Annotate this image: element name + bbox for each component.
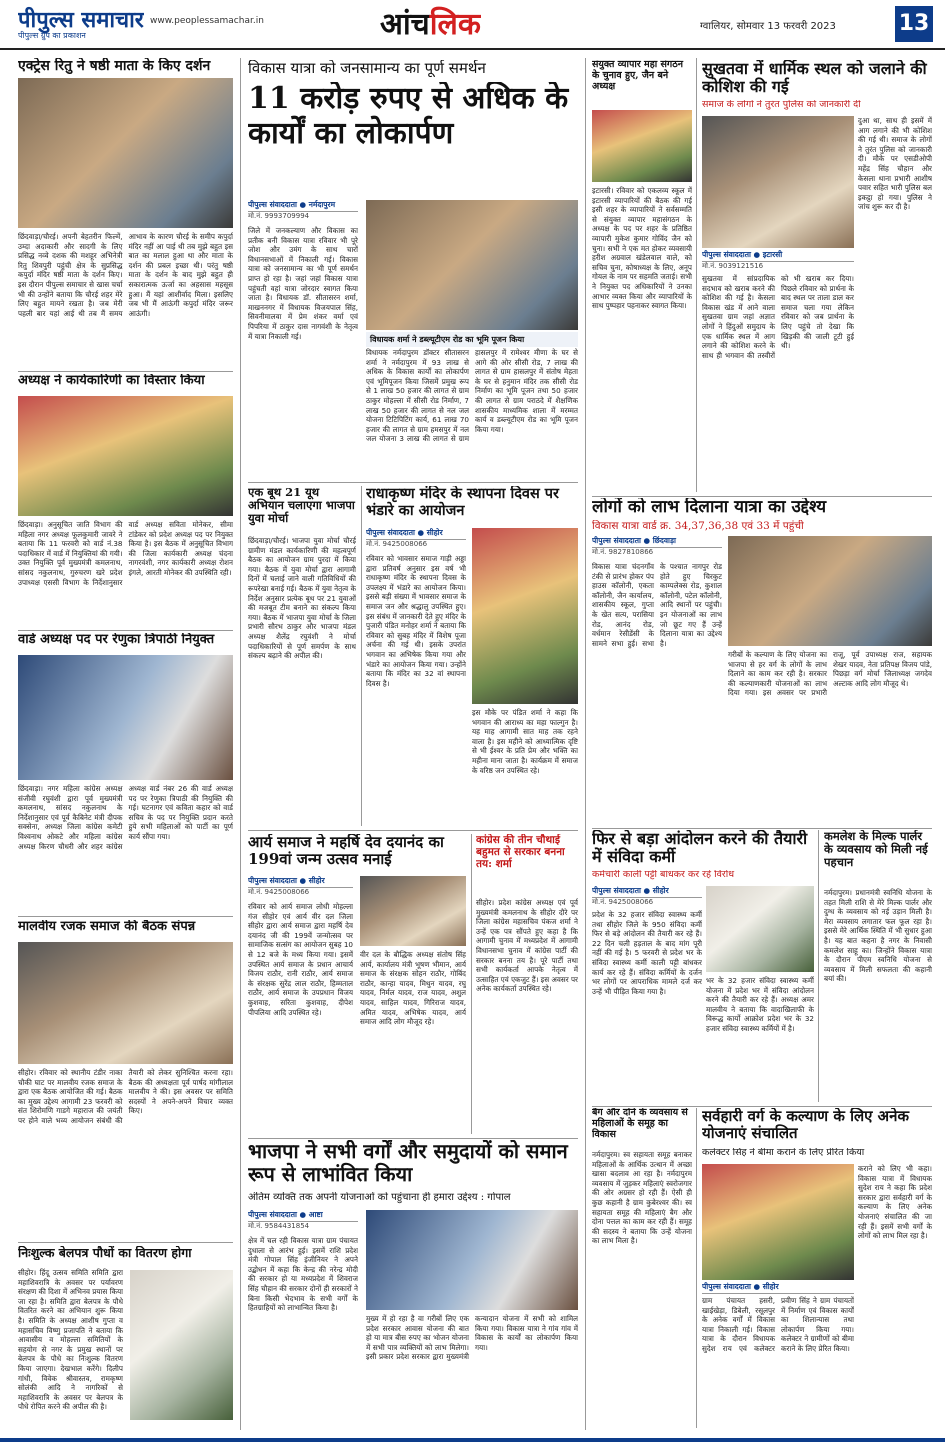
- center-body: जिले में जनकल्याण और विकास का प्रतीक बनी विकास यात्रा रविवार भी पूरे जोश और उमंग के साथ चारों विधानसभाओं में निकाली गई। विकास यात्रा को जनसामान्य का भी पूर्ण समर्थन प्राप्त हो रहा है। जहां जहां विकास यात्रा पहुंचती वहां यात्रा जोरदार स्वागत किया जाता है। विधायक डॉ. सीतासरन शर्मा, माखननगर में विधायक विजयपाल सिंह, सिवनीमालवा में प्रेम शंकर वर्मा एवं पिपरिया में ठाकुर दास नागवंशी के नेतृत्व में यात्रा निकाली गई।: [248, 226, 358, 341]
- sukhtawa-body2: दुआ था, साथ ही इसमें में आग लगाने की भी कोशिश की गई थी। समाज के लोगों ने तुरंत पुलिस को जानकारी दी। मौके पर एसडीओपी महेंद्र सिंह चौहान और केसला थाना प्रभारी आशीष पवार सहित भारी पुलिस बल इकट्ठा हो गया। पुलिस ने जांच शुरू कर दी है।: [858, 116, 932, 212]
- radhakrishna-byline: पीपुल्स संवाददाता ● सीहोर: [366, 528, 466, 540]
- left-story4-headline: मालवीय रजक समाज की बैठक संपन्न: [18, 920, 196, 934]
- photo-temple-deity: [472, 528, 578, 704]
- radhakrishna-body: रविवार को भावसार समाज गाड़ी अड्डा द्वारा प्रतिवर्ष अनुसार इस वर्ष भी राधाकृष्ण मंदिर के स्थापना दिवस के उपलक्ष्य में भंडारे का आयोजन किया। इससे बड़ी संख्या में भावसार समाज के समाज जन और श्रद्धालु उपस्थित हुए। इस संबंध में जानकारी देते हुए मंदिर के पुजारी पंडित मनोहर शर्मा ने बताया कि रविवार को सुबह मंदिर में विशेष पूजा अर्चना की गई थी। इसके उपरांत भगवान का अभिषेक किया गया और भंडारे का आयोजन किया गया। उन्होंने बताया कि मंदिर का 32 वां स्थापना दिवस है।: [366, 554, 466, 688]
- left-story1-headline: एक्ट्रेस रितु ने षष्ठी माता के किए दर्शन: [18, 58, 211, 74]
- column-divider: [361, 486, 362, 826]
- left-story3-headline: वार्ड अध्यक्ष पद पर रेणुका त्रिपाठी नियुक्त: [18, 633, 215, 647]
- divider: [592, 828, 932, 829]
- milk-body: नर्मदापुरम। प्रधानमंत्री स्वनिधि योजना के तहत मिली राशि से मेरे मिल्क पार्लर और दुग्ध के व्यवसाय को नई उड़ान मिली है। मेरा व्यवसाय लगातार फल फूल रहा है। इससे मेरे आर्थिक स्थिति में भी सुधार हुआ है। यह बात कहना है नगर के निवासी कमलेश साहू का। जिन्होंने विकास यात्रा के दौरान पीएम स्वनिधि योजना से व्यवसाय में मिली सफलता की कहानी बयां की।: [824, 888, 932, 984]
- photo-arya-samaj: [360, 876, 466, 946]
- sarvahari-headline: सर्वहारी वर्ग के कल्याण के लिए अनेक योजनाएं संचालित: [702, 1108, 909, 1143]
- sukhtawa-headline: सुखतवा में धार्मिक स्थल को जलाने की कोशिश की गई: [702, 60, 927, 97]
- photo-health-workers: [706, 886, 814, 972]
- samvida-body: प्रदेश के 32 हजार संविदा स्वास्थ्य कर्मी तथा सीहोर जिले के 950 संविदा कर्मी फिर से बड़े आंदोलन की तैयारी कर रहे हैं। 22 दिन चली हड़ताल के बाद मांग पूरी नहीं की गई है। 5 फरवरी से प्रदेश भर के संविदा स्वास्थ्य कर्मी काली पट्टी बांधकर कार्य कर रहे हैं। संविदा कर्मियों के दर्जन भर लोगों पर आपराधिक मामले दर्ज कर उन्हें भी पीड़ित किया गया है।: [592, 910, 702, 996]
- column-divider: [696, 58, 697, 492]
- divider: [18, 371, 233, 372]
- arya-headline: आर्य समाज ने महर्षि देव दयानंद का 199वां जन्म उत्सव मनाई: [248, 834, 444, 869]
- bjp-subhead: अंतिम व्यक्ति तक अपनी योजनाओं को पहुंचाना ही हमारा उद्देश्य : गोपाल: [248, 1192, 511, 1203]
- page-number: 13: [895, 6, 933, 42]
- sarvahari-body: ग्राम पंचायत हसरी, खाईखेड़ा, डिबेली, रसूलपुर के अनेक वर्गों में विकास यात्रा निकाली गई। विकास यात्रा के दौरान विधायक सुदेश राय एवं कलेक्टर प्रवीण सिंह ने ग्राम पंचायतों में निर्माण एवं विकास कार्यों का शिलान्यास तथा लोकार्पण किया गया। कलेक्टर ने ग्रामीणों को बीमा कराने के लिए प्रेरित किया।: [702, 1296, 854, 1353]
- samvida-subhead: कर्मचारी काली पट्टी बांधकर कर रहे विरोध: [592, 870, 735, 880]
- bag-headline: बैग और दोने के व्यवसाय से महिलाओं के समूह का विकास: [592, 1108, 688, 1140]
- left-story1-body: छिंदवाड़ा/चौरई। अपनी बेहतरीन फिल्में, उम्दा अदाकारी और सादगी के लिए प्रसिद्ध नव्वे दशक की मशहूर अभिनेत्री रितु शिवपुरी पहुंची क्षेत्र के सुप्रसिद्ध कपुर्दा मंदिर षष्ठी माता के दर्शन किए। इस दौरान पीपुल्स समाचार से खास चर्चा भी की उन्होंने बताया कि चौरई शहर मेरे लिए बहुत मायने रखता है। जब मेरी पहली बार यहां आई थी तब मैं समय आभाव के कारण चौरई के समीप कपुर्दा मंदिर नहीं आ पाई थी तब मुझे बहुत इस बात का मलाल हुआ था और माता के दर्शन की प्रबल इच्छा थी। परंतु षष्ठी माता के दर्शन के बाद मुझे बहुत ही सकारात्मक ऊर्जा का अहसास महसूस हुआ। मैं यहां आशीर्वाद मिला। इसलिए जब भी मैं आऊंगी कपुर्दा मंदिर जरूर आऊंगी।: [18, 232, 233, 318]
- samvida-byline: पीपुल्स संवाददाता ● सीहोर: [592, 886, 702, 898]
- section-title-a: आंच: [380, 7, 430, 42]
- column-divider: [471, 834, 472, 1134]
- section-title: [380, 2, 481, 43]
- labh-headline: लोगों को लाभ दिलाना यात्रा का उद्देश्य: [592, 498, 827, 517]
- divider: [18, 1242, 233, 1243]
- center-column: [248, 58, 578, 1430]
- column-divider: [818, 830, 819, 1102]
- vyapar-headline: संयुक्त व्यापार महा संगठन के चुनाव हुए, जैन बने अध्यक्ष: [592, 60, 684, 92]
- center-mobile: मो.नं. 9993709994: [248, 212, 310, 220]
- labh-subhead: विकास यात्रा वार्ड क्र. 34,37,36,38 एवं 33 में पहुंची: [592, 520, 804, 532]
- website-url[interactable]: www.peoplessamachar.in: [150, 16, 264, 26]
- column-divider: [696, 1108, 697, 1428]
- bjp-mobile: मो.नं. 9584431854: [248, 1222, 310, 1230]
- photo-vikas-yatra-ward: [728, 536, 932, 646]
- center-byline: पीपुल्स संवाददाता ● नर्मदापुरम: [248, 200, 358, 212]
- sukhtawa-body: सुखतवा में सांप्रदायिक सदभाव को खराब करने की कोशिश की गई है। केसला विकास खंड में आने वाला सुखतवा ग्राम जहां अज्ञात लोगों ने हिंदुओं समुदाय के एक धार्मिक स्थल में आग लगाने की कोशिश करने के साथ ही भगवान की तस्वीरों को भी खराब कर दिया। पिछले रविवार को प्रार्थना के बाद स्थल पर ताला डाल कर समाज चला गया लेकिन रविवार को जब प्रार्थना के लिए पहुंचे तो देखा कि खिड़की की जाली टूटी हुई थी।: [702, 274, 854, 360]
- left-column: [18, 58, 233, 1430]
- yuva-headline: एक बूथ 21 यूथ अभियान चलाएगा भाजपा युवा मोर्चा: [248, 486, 355, 526]
- photo-inauguration: [366, 200, 578, 330]
- column-divider: [240, 58, 241, 1430]
- section-title-b: लिक: [429, 7, 481, 42]
- sukhtawa-byline: पीपुल्स संवाददाता ● इटारसी: [702, 250, 854, 262]
- photo-ward-appointment: [18, 655, 233, 780]
- bjp-body2: मुख्य में हो रहा है वा गरीबों लिए एक प्रदेश सरकार आवास योजना की बात हो या मात्र बीस रुपए का भोजन योजना में सभी पात्र व्यक्तियों को लाभ मिलेगा। इसी प्रकार प्रदेश सरकार द्वारा मुख्यमंत्री कन्यादान योजना में सभी को शामिल किया गया। विकास यात्रा ने गांव गांव में विकास के कार्यों का लोकार्पण किया गया।: [366, 1314, 578, 1362]
- divider: [18, 630, 233, 631]
- radhakrishna-body2: इस मौके पर पंडित शर्मा ने कहा कि भगवान की आराध्य का महा फाल्गुन है। यह माह आगामी सात माह तक रहने वाला है। इस महीने को आध्यात्मिक दृष्टि से भी ईश्वर के प्रति प्रेम और भक्ति का महीना माना जाता है। कार्यक्रम में समाज के वरिष्ठ जन उपस्थित रहे।: [472, 708, 578, 775]
- arya-byline: पीपुल्स संवाददाता ● सीहोर: [248, 876, 353, 888]
- brand-subtitle: पीपुल्स ग्रुप का प्रकाशन: [18, 31, 86, 40]
- center-body2: विधायक नर्मदापुरम डॉक्टर सीतासरन शर्मा ने नर्मदापुरम में 93 लाख से अधिक के विकास कार्यों का लोकार्पण एवं भूमिपूजन किया जिसमें प्रमुख रूप से 1 लाख 50 हजार की लागत से ग्राम ठाकुर मोहल्ला में सीसी रोड निर्माण, 7 लाख 50 हजार की लागत से नल जल योजना टिटिपिटिंग कार्य, 61 लाख 70 हजार की लागत से ग्राम हमसपुर में नल जल योजना 3 लाख की लागत से ग्राम हासलपुर में रामेश्वर मीणा के घर से आगे की ओर सीसी रोड, 7 लाख की लागत से ग्राम हासलपुर में संतोष मेहता के घर से हनुमान मंदिर तक सीसी रोड निर्माण का भूमि पूजन तथा 50 हजार की लागत से ग्राम पराठदे में शैक्षणिक शासकीय माध्यमिक शाला में मरम्मत कार्य व डब्ल्यूटीएम रोड का भूमि पूजन किया गया।: [366, 348, 578, 444]
- arya-body2: वीर दल के बौद्धिक अध्यक्ष संतोष सिंह आर्य, कार्यालय मंत्री भूषण भीमान, आर्य समाज के संरक्षक सोहन राठौर, गोबिंद राठौर, कान्हा यादव, मिथुन यादव, रघु यादव, निर्मल यादव, राज यादव, अशुल यादव, साहिल यादव, गिरिराज यादव, अमित यादव, अभिषेक यादव, आर्य समाज आदि लोग मौजूद रहे।: [360, 950, 466, 1027]
- sarvahari-byline: पीपुल्स संवाददाता ● सीहोर: [702, 1282, 854, 1294]
- samvida-mobile: मो.नं. 9425008066: [592, 898, 654, 906]
- yuva-body: छिंदवाड़ा/चौरई। भाजपा युवा मोर्चा चौरई ग्रामीण मंडल कार्यकारिणी की महत्वपूर्ण बैठक का आयोजन ग्राम पुरदा में किया गया। बैठक में युवा मोर्चा द्वारा आगामी दिनों में चलाई जाने वाली गतिविधियों की रूपरेखा बनाई गई। बैठक में युवा नेतृत्व के निर्देश अनुसार प्रत्येक बूथ पर 21 युवाओं की मजबूत टीम बनाने का संकल्प किया गया। बैठक में भाजपा युवा मोर्चा के जिला प्रभारी सौरभ ठाकुर और भाजपा मंडल अध्यक्ष शैलेंद्र रघुवंशी ने मोर्चा पदाधिकारियों से पूर्ण समर्पण के साथ संकल्प बढ़ाने की अपील की।: [248, 536, 356, 661]
- left-story5-body: सीहोर। हिंदू उत्सव समिति समिति द्वारा महाशिवरात्रि के अवसर पर पर्यावरण संरक्षण की दिशा में अभिनव प्रयास किया जा रहा है। समिति द्वारा बेलपत्र के पौधे वितरित करने का अभियान शुरू किया है। समिति के अध्यक्ष आशीष गुप्ता व महासचिव विष्णु प्रजापति ने बताया कि आवासीय व मोहल्ला समितियों के सहयोग से नगर के प्रमुख स्थानों पर बेलपत्र के पौधे का निःशुल्क वितरण किया जाएगा। देखभाल करेंगे। दिलीप गांधी, विवेक श्रीवास्तव, रामकृष्ण सोलंकी आदि ने नागरिकों से महाशिवरात्रि के अवसर पर बेलपत्र के पौधे रोपित करने की अपील की है।: [18, 1268, 123, 1412]
- congress-body: सीहोर। प्रदेश कांग्रेस अध्यक्ष एवं पूर्व मुख्यमंत्री कमलनाथ के सीहोर दौरे पर जिला कांग्रेस महासचिव पंकज शर्मा ने उन्हें एक पत्र सौंपते हुए कहा है कि आगामी चुनाव में मध्यप्रदेश में आगामी विधानसभा चुनाव में कांग्रेस पार्टी की सरकार बनना तय है। पूरे पार्टी तथा सभी कार्यकर्ता आपके नेतृत्व में उत्साहित एवं एकजुट हैं। इस अवसर पर अनेक कार्यकर्ता उपस्थित रहे।: [476, 898, 578, 994]
- left-story4-body: सीहोर। रविवार को स्थानीय टंडीर नाका चौकी घाट पर मालवीय रजक समाज के द्वारा एक बैठक आयोजित की गई। बैठक का मुख्य उद्देश्य आगामी 23 फरवरी को संत शिरोमणि गाडगे महाराज की जयंती पर होने वाले भव्य आयोजन संबंधी की तैयारी को लेकर सुनिश्चित करना रहा। बैठक की अध्यक्षता पूर्व पार्षद मांगीलाल मालवीय ने की। इस अवसर पर समिति सदस्यों ने अपने-अपने विचार व्यक्त किए।: [18, 1068, 233, 1125]
- labh-body2: गरीबों के कल्याण के लिए योजना का भाजपा से हर वर्ग के लोगों के लाभ दिलाने का काम कर रही है। सरकार की कल्याणकारी योजनाओं का लाभ दिया गया। इस अवसर पर प्रभारी राजू, पूर्व उपाध्यक्ष राज, सहायक शेखर यादव, नेता प्रतिपक्ष विजय पांडे, पिछड़ा वर्ग मोर्चा जिलाध्यक्ष जगदेव अल्टाक आदि लोग मौजूद थे।: [728, 650, 932, 698]
- milk-headline: कमलेश के मिल्क पार्लर के व्यवसाय को मिली नई पहचान: [824, 830, 928, 870]
- labh-body: विकास यात्रा चंदनगाँव टंकी से प्रारंभ होकर पंप हाउस कॉलोनी, एकता कॉलोनी, जैन कार्यालय, शासकीय स्कूल, गुप्ता के खेत सत्य, परासिया रोड, आनंद रोड, वर्धमान रेसीडेंसी के सामने सभा हुई। सभा के पश्चात नागपुर रोड होते हुए चिरकुट काम्पलेक्स रोड, कुशाल कॉलोनी, पटेल कॉलोनी, आदि स्थानों पर पहुंची। इन योजनाओं का लाभ जो छूट गए हैं उन्हें दिलाना यात्रा का उद्देश्य है।: [592, 562, 722, 648]
- divider: [248, 830, 578, 831]
- left-story2-body: छिंदवाड़ा। अनुसूचित जाति विभाग की महिला नगर अध्यक्ष फूलकुमारी जावरे ने बताया कि 11 फरवरी को वार्ड नं.38 पदाधिकार में वार्ड में नियुक्तियां की गयी। उक्त नियुक्ति पूर्व मुख्यमंत्री कमलनाथ, सांसद नकुलनाथ, गुरुचरण खरे प्रदेश उपाध्यक्ष एससी विभाग के निर्देशानुसार वार्ड अध्यक्ष सविता मोनेकर, सीमा टांडेकर को प्रदेश अध्यक्ष पद पर नियुक्त किया है। इस बैठक में अनुसूचित विभाग की जिला कार्यकारी अध्यक्ष चंदना नागरवंशी, नगर कार्यकारी अध्यक्ष रोशन इंगले, आरती मोनेकर की उपस्थिति रही।: [18, 520, 233, 587]
- photo-traders-association: [592, 110, 692, 182]
- labh-byline: पीपुल्स संवाददाता ● छिंदवाड़ा: [592, 536, 722, 548]
- divider: [18, 916, 233, 917]
- photo-committee: [18, 396, 233, 516]
- photo-rajak-meeting: [18, 942, 233, 1064]
- photo-belpatra-plant: [130, 1270, 233, 1420]
- bjp-headline: भाजपा ने सभी वर्गों और समुदायों को समान रूप से लाभांवित किया: [248, 1140, 568, 1186]
- right-column: [592, 58, 932, 1430]
- sarvahari-body2: कराने को लिए भी कहा। विकास यात्रा में विधायक सुदेश राय ने कहा कि प्रदेश सरकार द्वारा सर्वहारी वर्ग के कल्याण के लिए अनेक योजनाएं संचालित की जा रही हैं। इसमें सभी वर्गों के लोगों को लाभ मिल रहा है।: [858, 1164, 932, 1241]
- issue-date: ग्वालियर, सोमवार 13 फरवरी 2023: [700, 21, 836, 32]
- photo-burnt-shrine: [702, 116, 854, 248]
- brand-logo: पीपुल्स समाचार: [18, 7, 144, 33]
- left-story5-headline: निःशुल्क बेलपत्र पौधों का वितरण होगा: [18, 1246, 192, 1260]
- samvida-headline: फिर से बड़ा आंदोलन करने की तैयारी में संविदा कर्मी: [592, 830, 808, 867]
- center-photo-caption: विधायक शर्मा ने डब्ल्यूटीएम रोड का भूमि पूजन किया: [366, 332, 578, 347]
- photo-bjp-event: [366, 1210, 578, 1310]
- left-story2-headline: अध्यक्ष ने कार्यकारिणी का विस्तार किया: [18, 374, 205, 388]
- vyapar-body: इटारसी। रविवार को एकलव्य स्कूल में इटारसी व्यापारियों की बैठक की गई इसी शहर के व्यापारियों ने सर्वसम्मति से संयुक्त व्यापार महासंगठन के अध्यक्ष के पद पर शहर के प्रतिष्ठित व्यापारी मुकेश कुमार गोविंद जैन को चुना। सभी ने एक मत होकर व्यवसायी हरीश अग्रवाल खंडेलवाल वाले, को सचिव चुना, कोषाध्यक्ष के लिए, अनूप गोयल के नाम पर सहमति जताई। सभी ने नियुक्त पद अधिकारियों ने उनका आभार व्यक्त किया और व्यापारियों के साथ पुष्पहार पहनाकर स्वागत किया।: [592, 186, 692, 311]
- radhakrishna-mobile: मो.नं. 9425008066: [366, 540, 428, 548]
- sukhtawa-mobile: मो.नं. 9039121516: [702, 262, 764, 270]
- divider: [248, 482, 578, 483]
- radhakrishna-headline: राधाकृष्ण मंदिर के स्थापना दिवस पर भंडारे का आयोजन: [366, 486, 559, 519]
- divider: [592, 1106, 932, 1107]
- samvida-body2: भर के 32 हजार संविदा स्वास्थ्य कर्मी योजना में प्रदेश भर में संविदा आंदोलन करने की तैयारी कर रहे हैं। अध्यक्ष अमर मालवीय ने बताया कि वादाखिलाफी के विरूद्ध कार्यो आक्रोश प्रदेश भर के 32 हजार संविदा स्वास्थ्य कर्मियों में है।: [706, 976, 814, 1033]
- column-divider: [585, 58, 586, 1430]
- footer-bar: [0, 1438, 945, 1442]
- divider: [248, 1138, 578, 1139]
- arya-mobile: मो.नं. 9425008066: [248, 888, 310, 896]
- left-story3-body: छिंदवाड़ा। नगर महिला कांग्रेस अध्यक्ष संजीवी रघुवंशी द्वारा पूर्व मुख्यमंत्री कमलनाथ, सांसद नकुलनाथ के निर्देशानुसार एवं पूर्व कैबिनेट मंत्री दीपक सक्सेना, अध्यक्ष जिला कांग्रेस कमेटी विश्वनाथ ओकटे और महिला कांग्रेस अध्यक्ष किरण चौधरी और शहर कांग्रेस अध्यक्ष वार्ड नंबर 26 की वार्ड अध्यक्ष पद पर रेणुका त्रिपाठी की नियुक्ति की गई। घटनागर एवं कविता कहार को वार्ड सचिव के पद पर नियुक्ति प्रदान करते हुये सभी महिलाओं को पार्टी का पूर्ण कार्य सौंपा गया।: [18, 784, 233, 851]
- photo-actress-visit: [18, 78, 233, 228]
- masthead: [0, 0, 945, 50]
- congress-headline: कांग्रेस की तीन चौथाई बहुमत से सरकार बनना तय: शर्मा: [476, 834, 565, 871]
- photo-folk-dancers: [702, 1164, 854, 1280]
- bjp-body: क्षेत्र में चल रही विकास यात्रा ग्राम पंचायत दुधाला से आरंभ हुई। इसमें राशि प्रदेश मंत्री गोपाल सिंह इंजीनियर ने अपने उद्बोधन में कहा कि केन्द्र की नरेन्द्र मोदी की सरकार हो या मध्यप्रदेश में शिवराज सिंह चौहान की सरकार दोनों ही सरकारों ने बिना किसी भेदभाव के सभी वर्गों के हितग्राहियों को लाभान्वित किया है।: [248, 1236, 358, 1313]
- bjp-byline: पीपुल्स संवाददाता ● आष्टा: [248, 1210, 358, 1222]
- sarvahari-subhead: कलेक्टर सिंह ने बीमा कराने के लिए प्रेरित किया: [702, 1148, 865, 1158]
- labh-mobile: मो.नं. 9827810866: [592, 548, 654, 556]
- bag-body: नर्मदापुरम। स्व सहायता समूह बनाकर महिलाओं के आर्थिक उत्थान में अच्छा खासा बदलाव आ रहा है। नर्मदापुरम व्यवसाय में जुड़कर महिलाएं स्वरोजगार की ओर अग्रसर हो रही हैं। ऐसी ही कुछ कहानी है ग्राम कुबेरश्वर की। स्व सहायता समूह की महिलाएं बैग और दोना पत्तल का काम कर रही हैं। समूह की सदस्य ने बताया कि उन्हें योजना का लाभ मिला है।: [592, 1150, 692, 1246]
- divider: [592, 496, 932, 497]
- sukhtawa-subhead: समाज के लोगों ने तुरंत पुलिस को जानकारी दी: [702, 100, 861, 110]
- arya-body: रविवार को आर्य समाज लोधी मोहल्ला गंज सीहोर एवं आर्य वीर दल जिला सीहोर द्वारा आर्य समाज द्वारा महर्षि देव दयानंद जी की 199वें जन्मोत्सव पर सामाजिक सत्संग का आयोजन सुबह 10 से 12 बजे के मध्य किया गया। इसमें उपस्थित आर्य समाज के प्रधान आचार्य विजय राठौर, रानी राठौर, आर्य समाज के संरक्षक सुरेंद्र लाल राठौर, हिम्मताल राठौर, आर्य समाज के उपप्रधान विजय कुशवाह, सरिता कुशवाह, दीपेश पीपलिया आदि उपस्थित रहे।: [248, 902, 353, 1017]
- center-headline: 11 करोड़ रुपए से अधिक के कार्यों का लोकार्पण: [248, 82, 569, 151]
- center-kicker: विकास यात्रा को जनसामान्य का पूर्ण समर्थन: [248, 60, 486, 77]
